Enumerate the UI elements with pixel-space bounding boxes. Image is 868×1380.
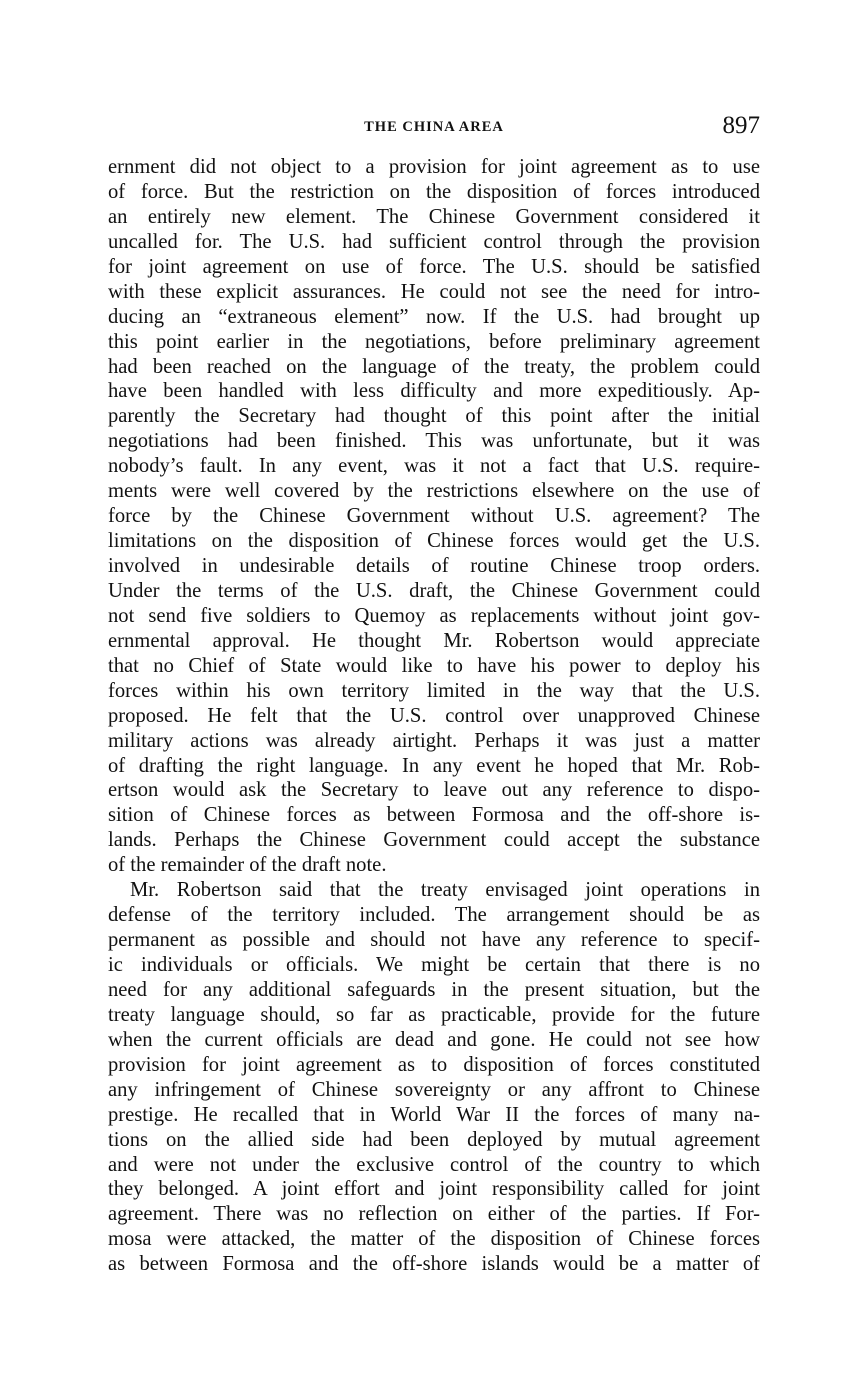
text-line: limitations on the disposition of Chinese forces would get the U.S. (108, 530, 760, 553)
text-line: ernment did not object to a provision for joint agreement as to use (108, 156, 760, 178)
text-line: when the current officials are dead and gone. He could not see how (108, 1028, 760, 1051)
text-line: agreement. There was no reflection on either of the parties. If For- (108, 1203, 760, 1226)
running-header (108, 112, 760, 142)
text-line: that no Chief of State would like to have his power to deploy his (108, 654, 760, 677)
text-line: uncalled for. The U.S. had sufficient control through the provision (108, 230, 760, 253)
paragraph-2 (108, 878, 760, 1277)
text-line: and were not under the exclusive control of the country to which (108, 1153, 760, 1176)
text-line: ments were well covered by the restrictions elsewhere on the use of (108, 480, 760, 503)
text-line: parently the Secretary had thought of this point after the initial (108, 405, 760, 428)
text-line: not send five soldiers to Quemoy as replacements without joint gov- (108, 604, 760, 627)
text-line: forces within his own territory limited in the way that the U.S. (108, 679, 760, 702)
text-line: sition of Chinese forces as between Formosa and the off-shore is- (108, 804, 760, 827)
text-line: had been reached on the language of the treaty, the problem could (108, 355, 760, 378)
text-line: of force. But the restriction on the disposition of forces introduced (108, 180, 760, 203)
page-number: 897 (722, 112, 760, 139)
text-line: of the remainder of the draft note. (108, 854, 387, 877)
text-line: military actions was already airtight. Perhaps it was just a matter (108, 729, 760, 752)
running-title: THE CHINA AREA (364, 119, 504, 135)
text-line: nobody’s fault. In any event, was it not a fact that U.S. require- (108, 455, 760, 478)
text-line: with these explicit assurances. He could not see the need for intro- (108, 280, 760, 303)
text-line: need for any additional safeguards in the present situation, but the (108, 978, 760, 1001)
text-line: Mr. Robertson said that the treaty envisaged joint operations in (130, 879, 760, 902)
text-line: negotiations had been finished. This was unfortunate, but it was (108, 430, 760, 453)
text-line: any infringement of Chinese sovereignty or any affront to Chinese (108, 1078, 760, 1101)
text-line: ducing an “extraneous element” now. If the U.S. had brought up (108, 305, 760, 328)
text-line: tions on the allied side had been deployed by mutual agreement (108, 1128, 760, 1151)
text-line: have been handled with less difficulty and more expeditiously. Ap- (108, 380, 760, 403)
text-line: treaty language should, so far as practicable, provide for the future (108, 1003, 760, 1026)
text-line: ernmental approval. He thought Mr. Robertson would appreciate (108, 629, 760, 652)
text-line: force by the Chinese Government without U.S. agreement? The (108, 505, 760, 528)
body-text (108, 155, 760, 1277)
text-line: provision for joint agreement as to disposition of forces constituted (108, 1053, 760, 1076)
text-line: involved in undesirable details of routine Chinese troop orders. (108, 555, 760, 577)
text-line: of drafting the right language. In any event he hoped that Mr. Rob- (108, 754, 760, 777)
text-line: an entirely new element. The Chinese Government considered it (108, 205, 760, 228)
text-line: prestige. He recalled that in World War II the forces of many na- (108, 1103, 760, 1126)
text-line: as between Formosa and the off-shore islands would be a matter of (108, 1253, 760, 1276)
text-line: this point earlier in the negotiations, before preliminary agreement (108, 330, 760, 353)
paragraph-1 (108, 155, 760, 878)
text-line: mosa were attacked, the matter of the disposition of Chinese forces (108, 1228, 760, 1251)
text-line: proposed. He felt that the U.S. control over unapproved Chinese (108, 704, 760, 727)
text-line: they belonged. A joint effort and joint responsibility called for joint (108, 1178, 760, 1201)
text-line: ertson would ask the Secretary to leave out any reference to dispo- (108, 779, 760, 802)
text-line: ic individuals or officials. We might be certain that there is no (108, 954, 760, 976)
text-line: lands. Perhaps the Chinese Government could accept the substance (108, 829, 760, 852)
text-line: permanent as possible and should not have any reference to specif- (108, 929, 760, 952)
text-line: defense of the territory included. The arrangement should be as (108, 904, 760, 927)
text-line: Under the terms of the U.S. draft, the Chinese Government could (108, 579, 760, 602)
text-line: for joint agreement on use of force. The U.S. should be satisfied (108, 255, 760, 278)
